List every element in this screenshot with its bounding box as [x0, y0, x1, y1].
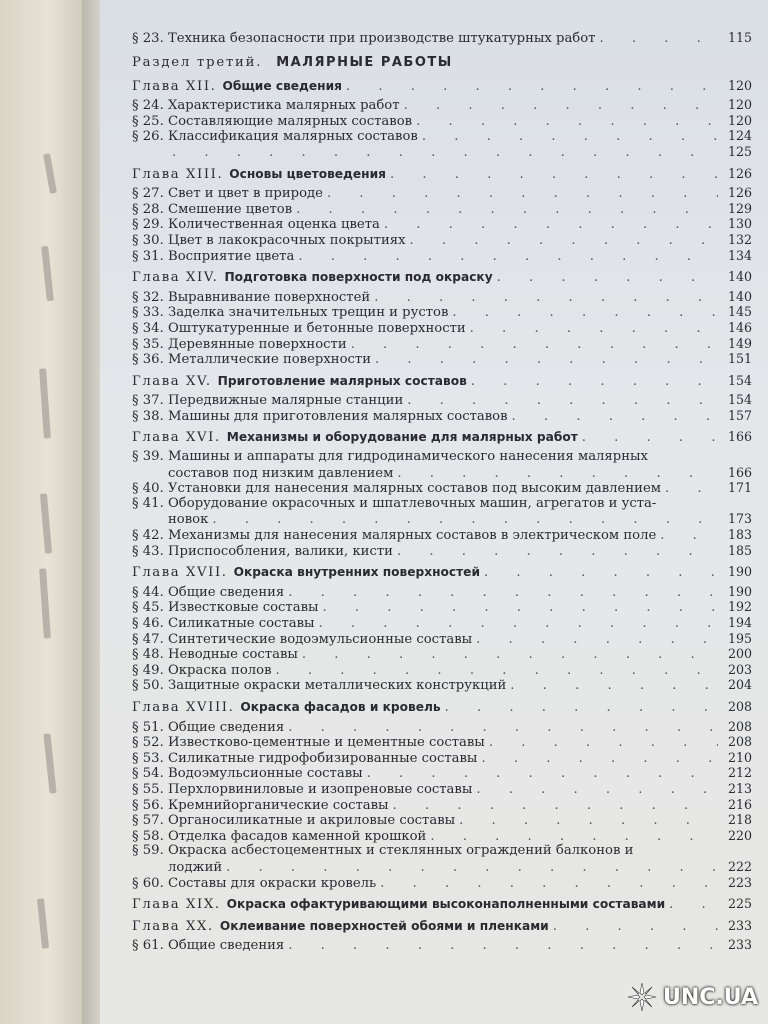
chapter-label: Глава XII.	[132, 78, 217, 94]
page-number: 132	[727, 231, 752, 247]
toc-entry	[132, 320, 752, 336]
page-number: 183	[727, 527, 752, 543]
section-number: § 56.	[132, 797, 164, 813]
leader-dots	[346, 79, 718, 95]
page-number: 140	[727, 269, 752, 285]
section-title: Синтетические водоэмульсионные составы	[168, 631, 473, 647]
leader-dots	[489, 735, 718, 751]
section-title: Оборудование окрасочных и шпатлевочных машин, агрегатов и уста-	[168, 495, 657, 511]
toc-entry	[132, 113, 752, 129]
page-number: 204	[727, 677, 752, 693]
book-gutter	[82, 0, 102, 1024]
toc-entry	[132, 408, 752, 424]
section-title: Общие сведения	[168, 584, 285, 600]
leader-dots	[599, 31, 718, 47]
toc-entry	[132, 734, 752, 750]
chapter-heading	[132, 373, 752, 389]
page-number: 190	[727, 583, 752, 599]
page-number: 120	[727, 77, 752, 93]
chapter-title: Приготовление малярных составов	[217, 373, 467, 388]
chapter-heading	[132, 918, 752, 934]
section-number: § 61.	[132, 938, 164, 954]
star-icon	[627, 982, 657, 1012]
part-label: Раздел третий.	[132, 54, 263, 70]
toc-entry	[132, 646, 752, 662]
section-title-continued: новок	[168, 512, 209, 528]
section-title-continued: лоджий	[168, 859, 223, 875]
leader-dots	[410, 233, 718, 249]
section-number: § 55.	[132, 781, 164, 797]
chapter-label: Глава XIII.	[132, 166, 224, 182]
leader-dots	[481, 751, 718, 767]
leader-dots	[172, 145, 718, 161]
toc-entry	[132, 719, 752, 735]
leader-dots	[288, 720, 718, 736]
leader-dots	[374, 290, 718, 306]
section-number: § 23.	[132, 31, 164, 46]
part-heading	[132, 54, 752, 72]
section-number: § 27.	[132, 186, 164, 202]
section-number: § 30.	[132, 232, 164, 248]
toc-entry	[132, 765, 752, 781]
chapter-label: Глава XIX.	[132, 897, 221, 913]
page-number: 140	[727, 288, 752, 304]
section-title: Защитные окраски металлических конструкций	[168, 678, 507, 694]
leader-dots	[430, 829, 718, 845]
section-title: Перхлорвиниловые и изопреновые составы	[168, 781, 473, 797]
leader-dots	[665, 481, 718, 497]
section-title: Неводные составы	[168, 647, 298, 663]
page-number: 166	[727, 429, 752, 445]
toc-entry	[132, 185, 752, 201]
page-number: 194	[727, 615, 752, 630]
section-title: Машины для приготовления малярных составов	[168, 408, 508, 424]
section-title: Механизмы для нанесения малярных составов в электрическом поле	[168, 528, 657, 544]
toc-entry-continuation	[132, 465, 752, 481]
leader-dots	[445, 700, 718, 716]
toc-entry	[132, 584, 752, 600]
leader-dots	[288, 585, 718, 601]
page-number: 120	[727, 112, 752, 128]
toc-entry	[132, 496, 752, 512]
leader-dots	[476, 782, 718, 798]
toc-entry	[132, 599, 752, 615]
section-number: § 51.	[132, 719, 164, 735]
toc-entry	[132, 248, 752, 264]
page-number: 233	[727, 937, 752, 953]
section-title: Цвет в лакокрасочных покрытиях	[168, 232, 406, 248]
leader-dots	[510, 678, 718, 694]
leader-dots	[407, 393, 718, 409]
section-title: Окраска асбестоцементных и стеклянных ограждений балконов и	[168, 843, 634, 859]
chapter-label: Глава XV.	[132, 373, 212, 389]
toc-entry	[132, 449, 752, 465]
section-title: Характеристика малярных работ	[168, 98, 400, 114]
toc-entry	[132, 30, 752, 46]
section-title: Выравнивание поверхностей	[168, 289, 371, 305]
toc-entry	[132, 144, 752, 160]
section-number: § 42.	[132, 528, 164, 544]
leader-dots	[380, 876, 718, 892]
page-number: 208	[727, 698, 752, 714]
chapter-label: Глава XIV.	[132, 270, 219, 286]
page-number: 203	[727, 661, 752, 677]
leader-dots	[397, 466, 718, 482]
leader-dots	[484, 565, 718, 581]
section-title: Приспособления, валики, кисти	[168, 543, 393, 559]
toc-entry	[132, 843, 752, 859]
section-title: Техника безопасности при производстве штукатурных работ	[168, 31, 596, 46]
page-number: 195	[727, 630, 752, 646]
section-title: Кремнийорганические составы	[168, 797, 389, 813]
page-number: 154	[727, 392, 752, 408]
page-number: 151	[727, 351, 752, 367]
page-number: 115	[727, 30, 752, 45]
leader-dots	[302, 647, 718, 663]
toc-entry	[132, 336, 752, 352]
section-number: § 44.	[132, 584, 164, 600]
chapter-heading	[132, 78, 752, 94]
section-title: Машины и аппараты для гидродинамического нанесения малярных	[168, 449, 648, 465]
leader-dots	[422, 129, 718, 145]
chapter-title: Окраска офактуривающими высоконаполненными составами	[226, 897, 666, 912]
leader-dots	[288, 938, 718, 954]
toc-entry	[132, 615, 752, 631]
section-number: § 41.	[132, 495, 164, 511]
leader-dots	[212, 512, 718, 528]
section-title: Отделка фасадов каменной крошкой	[168, 828, 427, 844]
page-number: 154	[727, 372, 752, 388]
page-number: 157	[727, 407, 752, 423]
section-number: § 45.	[132, 600, 164, 616]
table-of-contents	[132, 30, 752, 953]
toc-entry	[132, 351, 752, 367]
section-number: § 32.	[132, 289, 164, 305]
section-number: § 48.	[132, 647, 164, 663]
section-title: Известковые составы	[168, 600, 319, 616]
section-title: Заделка значительных трещин и рустов	[168, 305, 449, 321]
section-title: Смешение цветов	[168, 201, 293, 217]
section-title: Водоэмульсионные составы	[168, 766, 363, 782]
section-title: Окраска полов	[168, 662, 272, 678]
section-title: Оштукатуренные и бетонные поверхности	[168, 320, 466, 336]
section-title: Силикатные гидрофобизированные составы	[168, 750, 478, 766]
leader-dots	[276, 663, 718, 679]
chapter-title: Окраска внутренних поверхностей	[233, 565, 480, 580]
toc-entry	[132, 97, 752, 113]
chapter-title: Подготовка поверхности под окраску	[224, 270, 493, 285]
section-number: § 40.	[132, 481, 164, 497]
leader-dots	[367, 766, 718, 782]
toc-page	[100, 0, 768, 1024]
section-title: Свет и цвет в природе	[168, 186, 323, 202]
page-number: 185	[727, 542, 752, 558]
section-number: § 37.	[132, 393, 164, 409]
section-number: § 57.	[132, 813, 164, 829]
page-number: 200	[727, 646, 752, 662]
toc-entry	[132, 543, 752, 559]
leader-dots	[459, 813, 718, 829]
section-number: § 49.	[132, 662, 164, 678]
leader-dots	[416, 114, 718, 130]
page-number: 171	[727, 480, 752, 496]
chapter-title: Окраска фасадов и кровель	[240, 699, 441, 714]
page-number: 149	[727, 335, 752, 351]
page-number: 222	[727, 858, 752, 874]
section-title: Силикатные составы	[168, 616, 315, 631]
leader-dots	[470, 321, 718, 337]
chapter-label: Глава XVI.	[132, 430, 221, 446]
section-number: § 34.	[132, 320, 164, 336]
leader-dots	[397, 544, 718, 560]
section-number: § 38.	[132, 408, 164, 424]
toc-entry	[132, 781, 752, 797]
section-title: Установки для нанесения малярных составов под высоким давлением	[168, 481, 662, 497]
section-number: § 50.	[132, 678, 164, 694]
section-number: § 52.	[132, 735, 164, 751]
section-number: § 33.	[132, 305, 164, 321]
section-number: § 28.	[132, 201, 164, 217]
page-number: 220	[727, 827, 752, 843]
page-number: 208	[727, 734, 752, 750]
toc-entry	[132, 527, 752, 543]
section-title: Количественная оценка цвета	[168, 217, 380, 233]
section-number: § 43.	[132, 543, 164, 559]
leader-dots	[452, 305, 718, 321]
chapter-heading	[132, 429, 752, 445]
page-number: 166	[727, 464, 752, 480]
toc-entry	[132, 797, 752, 813]
section-number: § 60.	[132, 875, 164, 891]
section-number: § 53.	[132, 750, 164, 766]
page-number: 218	[727, 812, 752, 828]
section-title: Восприятие цвета	[168, 248, 295, 264]
section-number: § 59.	[132, 843, 164, 859]
chapter-title: Основы цветоведения	[229, 166, 386, 181]
section-title: Известково-цементные и цементные составы	[168, 735, 485, 751]
toc-entry	[132, 128, 752, 144]
section-title: Металлические поверхности	[168, 352, 371, 368]
left-page-edge	[0, 0, 82, 1024]
chapter-label: Глава XX.	[132, 918, 214, 934]
toc-entry	[132, 828, 752, 844]
section-title: Составляющие малярных составов	[168, 113, 413, 129]
chapter-label: Глава XVIII.	[132, 699, 235, 715]
page-number: 208	[727, 718, 752, 734]
leader-dots	[582, 430, 718, 446]
section-number: § 35.	[132, 336, 164, 352]
section-number: § 36.	[132, 352, 164, 368]
page-number: 124	[727, 128, 752, 144]
chapter-heading	[132, 166, 752, 182]
leader-dots	[351, 337, 718, 353]
page-number: 126	[727, 165, 752, 181]
page-number: 192	[727, 599, 752, 615]
page-number: 173	[727, 511, 752, 527]
watermark	[627, 982, 758, 1012]
chapter-heading	[132, 269, 752, 285]
page-number: 190	[727, 564, 752, 580]
toc-entry-continuation	[132, 511, 752, 527]
leader-dots	[319, 616, 718, 632]
leader-dots	[390, 167, 718, 183]
page-number: 223	[727, 874, 752, 890]
chapter-title: Механизмы и оборудование для малярных работ	[226, 430, 578, 445]
leader-dots	[512, 409, 718, 425]
section-number: § 39.	[132, 449, 164, 465]
toc-entry	[132, 875, 752, 891]
section-number: § 54.	[132, 766, 164, 782]
chapter-title: Общие сведения	[222, 78, 342, 93]
toc-entry	[132, 216, 752, 232]
toc-entry	[132, 937, 752, 953]
section-number: § 25.	[132, 113, 164, 129]
section-number: § 47.	[132, 631, 164, 647]
toc-entry	[132, 812, 752, 828]
toc-entry	[132, 480, 752, 496]
page-number: 216	[727, 796, 752, 812]
section-title: Деревянные поверхности	[168, 336, 347, 352]
leader-dots	[476, 632, 718, 648]
chapter-label: Глава XVII.	[132, 565, 228, 581]
section-title: Передвижные малярные станции	[168, 393, 404, 409]
section-number: § 26.	[132, 129, 164, 145]
leader-dots	[669, 897, 718, 913]
chapter-heading	[132, 699, 752, 715]
section-number: § 46.	[132, 616, 164, 631]
leader-dots	[384, 217, 718, 233]
page-number: 120	[727, 97, 752, 113]
section-title: Составы для окраски кровель	[168, 875, 377, 891]
page-number: 126	[727, 185, 752, 201]
leader-dots	[296, 202, 718, 218]
section-number: § 24.	[132, 98, 164, 114]
page-number: 146	[727, 319, 752, 335]
toc-entry	[132, 304, 752, 320]
leader-dots	[226, 860, 718, 876]
leader-dots	[393, 798, 718, 814]
section-title-continued: составов под низким давлением	[168, 465, 394, 481]
chapter-heading	[132, 896, 752, 912]
page-number: 129	[727, 200, 752, 216]
toc-entry	[132, 677, 752, 693]
page-number: 212	[727, 765, 752, 781]
page-number: 134	[727, 247, 752, 263]
page-number: 213	[727, 780, 752, 796]
toc-entry	[132, 289, 752, 305]
page-number: 233	[727, 917, 752, 933]
toc-entry	[132, 392, 752, 408]
leader-dots	[323, 600, 719, 616]
page-number: 130	[727, 216, 752, 232]
leader-dots	[404, 98, 718, 114]
section-title: Органосиликатные и акриловые составы	[168, 813, 456, 829]
leader-dots	[375, 352, 718, 368]
leader-dots	[553, 919, 718, 935]
leader-dots	[660, 528, 718, 544]
page-number: 125	[727, 143, 752, 159]
section-number: § 58.	[132, 828, 164, 844]
chapter-title: Оклеивание поверхностей обоями и пленками	[219, 918, 549, 933]
chapter-heading	[132, 564, 752, 580]
section-title: Общие сведения	[168, 938, 285, 954]
leader-dots	[327, 186, 718, 202]
toc-entry	[132, 232, 752, 248]
section-title: Классификация малярных составов	[168, 129, 418, 145]
toc-entry-continuation	[132, 859, 752, 875]
part-title: МАЛЯРНЫЕ РАБОТЫ	[276, 54, 453, 70]
leader-dots	[471, 374, 718, 390]
toc-entry	[132, 631, 752, 647]
watermark-text: UNC.UA	[663, 984, 758, 1010]
toc-entry	[132, 201, 752, 217]
leader-dots	[497, 270, 718, 286]
section-number: § 29.	[132, 217, 164, 233]
page-number: 225	[727, 896, 752, 912]
section-title: Общие сведения	[168, 719, 285, 735]
section-number: § 31.	[132, 248, 164, 264]
page-number: 210	[727, 749, 752, 765]
toc-entry	[132, 750, 752, 766]
leader-dots	[298, 249, 718, 265]
toc-entry	[132, 662, 752, 678]
page-number: 145	[727, 304, 752, 320]
